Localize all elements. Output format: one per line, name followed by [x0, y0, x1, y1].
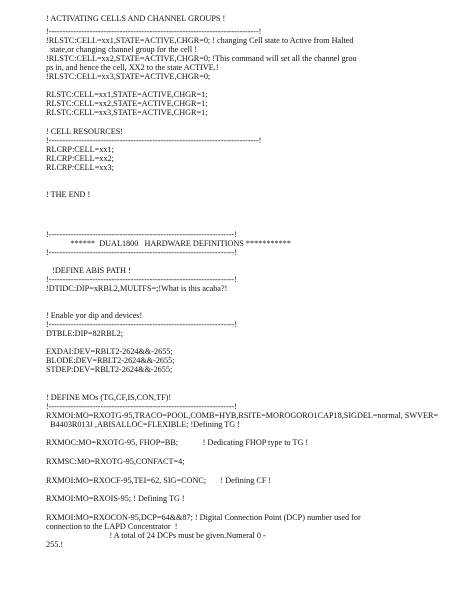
text-line: STDEP:DEV=RBLT2-2624&&-2655;	[46, 365, 173, 374]
text-line: state,or changing channel group for the cell !	[46, 45, 197, 54]
text-line: ! ACTIVATING CELLS AND CHANNEL GROUPS !	[46, 14, 226, 23]
text-line: RLCRP:CELL=xx1;	[46, 145, 114, 154]
text-line: !RLSTC:CELL=xx2,STATE=ACTIVE,CHGR=0; !This command will set all the channel grou	[46, 54, 357, 63]
text-line: connection to the LAPD Concentrator !	[46, 522, 178, 531]
text-line: EXDAI:DEV=RBLT2-2624&&-2655;	[46, 347, 173, 356]
text-line: RXMOI:MO=RXOTG-95,TRACO=POOL,COMB=HYB,RSITE=MOROGORO1CAP18,SIGDEL=normal, SWVER=	[46, 411, 439, 420]
text-line: ! A total of 24 DCPs must be given.Numeral 0 -	[46, 531, 266, 540]
text-line: RXMOI:MO=RXOCF-95,TEI=62, SIG=CONC; ! Defining CF !	[46, 476, 272, 485]
text-line: RXMOI:MO=RXOCON-95,DCP=64&&87; ! Digital Connection Point (DCP) number used for	[46, 513, 361, 522]
text-line: B4403R013J ,ABISALLOC=FLEXIBLE; !Defining TG !	[46, 420, 240, 429]
text-line: RLSTC:CELL=xx3,STATE=ACTIVE,CHGR=1;	[46, 108, 208, 117]
section-heading: ! DEFINE MOs (TG,CF,IS,CON,TF)!	[46, 393, 172, 402]
section-heading: ****** DUAL1800 HARDWARE DEFINITIONS ***********	[46, 239, 291, 248]
text-line: BLODE:DEV=RBLT2-2624&&-2655;	[46, 356, 175, 365]
text-line: RLCRP:CELL=xx3;	[46, 163, 114, 172]
text-line: 255.!	[46, 540, 64, 549]
text-line: RLSTC:CELL=xx1,STATE=ACTIVE,CHGR=1;	[46, 90, 208, 99]
section-heading: !DEFINE ABIS PATH !	[46, 266, 131, 275]
text-line: RLSTC:CELL=xx2,STATE=ACTIVE,CHGR=1;	[46, 99, 208, 108]
section-heading: ! CELL RESOURCES!	[46, 127, 124, 136]
text-line: RXMSC:MO=RXOTG-95,CONFACT=4;	[46, 457, 185, 466]
text-line: ps in, and hence the cell, XX2 to the state ACTIVE.!	[46, 63, 219, 72]
text-line: !RLSTC:CELL=xx1,STATE=ACTIVE,CHGR=0; ! changing Cell state to Active from Halted	[46, 36, 354, 45]
separator-line: !--------------------------------------------------------------------!	[46, 320, 237, 329]
separator-line: !--------------------------------------------------------------------!	[46, 248, 237, 257]
text-line: !RLSTC:CELL=xx3,STATE=ACTIVE,CHGR=0;	[46, 72, 211, 81]
separator-line: !-----------------------------------------------------------------------------!	[46, 136, 262, 145]
section-heading: ! THE END !	[46, 190, 91, 199]
text-line: !DTIDC:DIP=xRBL2,MULTFS=;!What is this acaba?!	[46, 284, 228, 293]
separator-line: !--------------------------------------------------------------------!	[46, 230, 237, 239]
text-line: RXMOC:MO=RXOTG-95, FHOP=BB; ! Dedicating FHOP type to TG !	[46, 438, 309, 447]
text-line: RXMOI:MO=RXOIS-95; ! Defining TG !	[46, 494, 185, 503]
text-line: DTBLE:DIP=82RBL2;	[46, 329, 123, 338]
separator-line: !--------------------------------------------------------------------!	[46, 275, 237, 284]
separator-line: !-----------------------------------------------------------------------------!	[46, 27, 262, 36]
text-line: RLCRP:CELL=xx2;	[46, 154, 114, 163]
separator-line: !--------------------------------------------------------------------!	[46, 402, 237, 411]
section-heading: ! Enable yor dip and devices!	[46, 311, 143, 320]
